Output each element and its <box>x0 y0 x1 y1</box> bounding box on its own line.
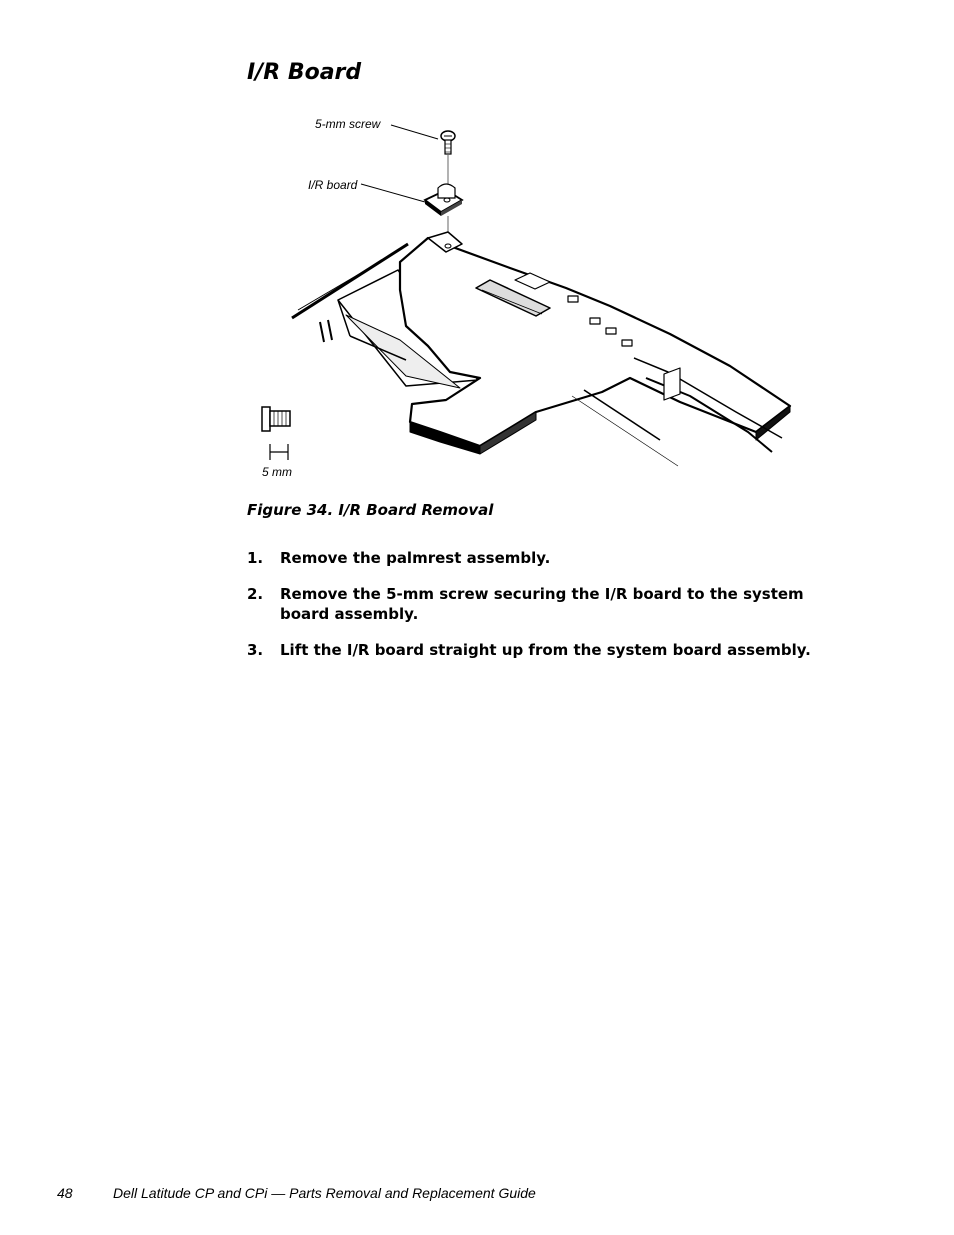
step-number: 3. <box>247 641 264 659</box>
system-board-assembly <box>292 232 790 466</box>
step-text: Lift the I/R board straight up from the system board assembly. <box>280 641 811 659</box>
scale-label: 5 mm <box>262 465 292 479</box>
section-heading: I/R Board <box>247 60 362 85</box>
ir-board-removal-figure <box>250 110 810 490</box>
scale-bar <box>270 444 288 460</box>
screw-icon <box>441 131 455 154</box>
callout-board-leader <box>361 184 425 202</box>
callout-screw-label: 5-mm screw <box>315 117 381 131</box>
step-item <box>247 584 847 624</box>
page-footer <box>57 1185 536 1201</box>
step-item <box>247 640 847 660</box>
ir-board-icon <box>425 184 462 216</box>
figure-caption: Figure 34. I/R Board Removal <box>247 501 494 519</box>
page-number: 48 <box>57 1185 73 1201</box>
step-text: Remove the palmrest assembly. <box>280 549 551 567</box>
step-text: Remove the 5-mm screw securing the I/R board to the system board assembly. <box>280 585 804 623</box>
step-number: 1. <box>247 549 264 567</box>
step-item <box>247 548 847 568</box>
scale-screw-icon <box>262 407 290 431</box>
step-number: 2. <box>247 585 264 603</box>
callout-screw-leader <box>391 125 438 139</box>
document-title: Dell Latitude CP and CPi — Parts Removal and Replacement Guide <box>113 1185 536 1201</box>
removal-steps-list <box>247 548 847 676</box>
exploded-view-illustration <box>250 110 810 490</box>
callout-board-label: I/R board <box>308 178 358 192</box>
